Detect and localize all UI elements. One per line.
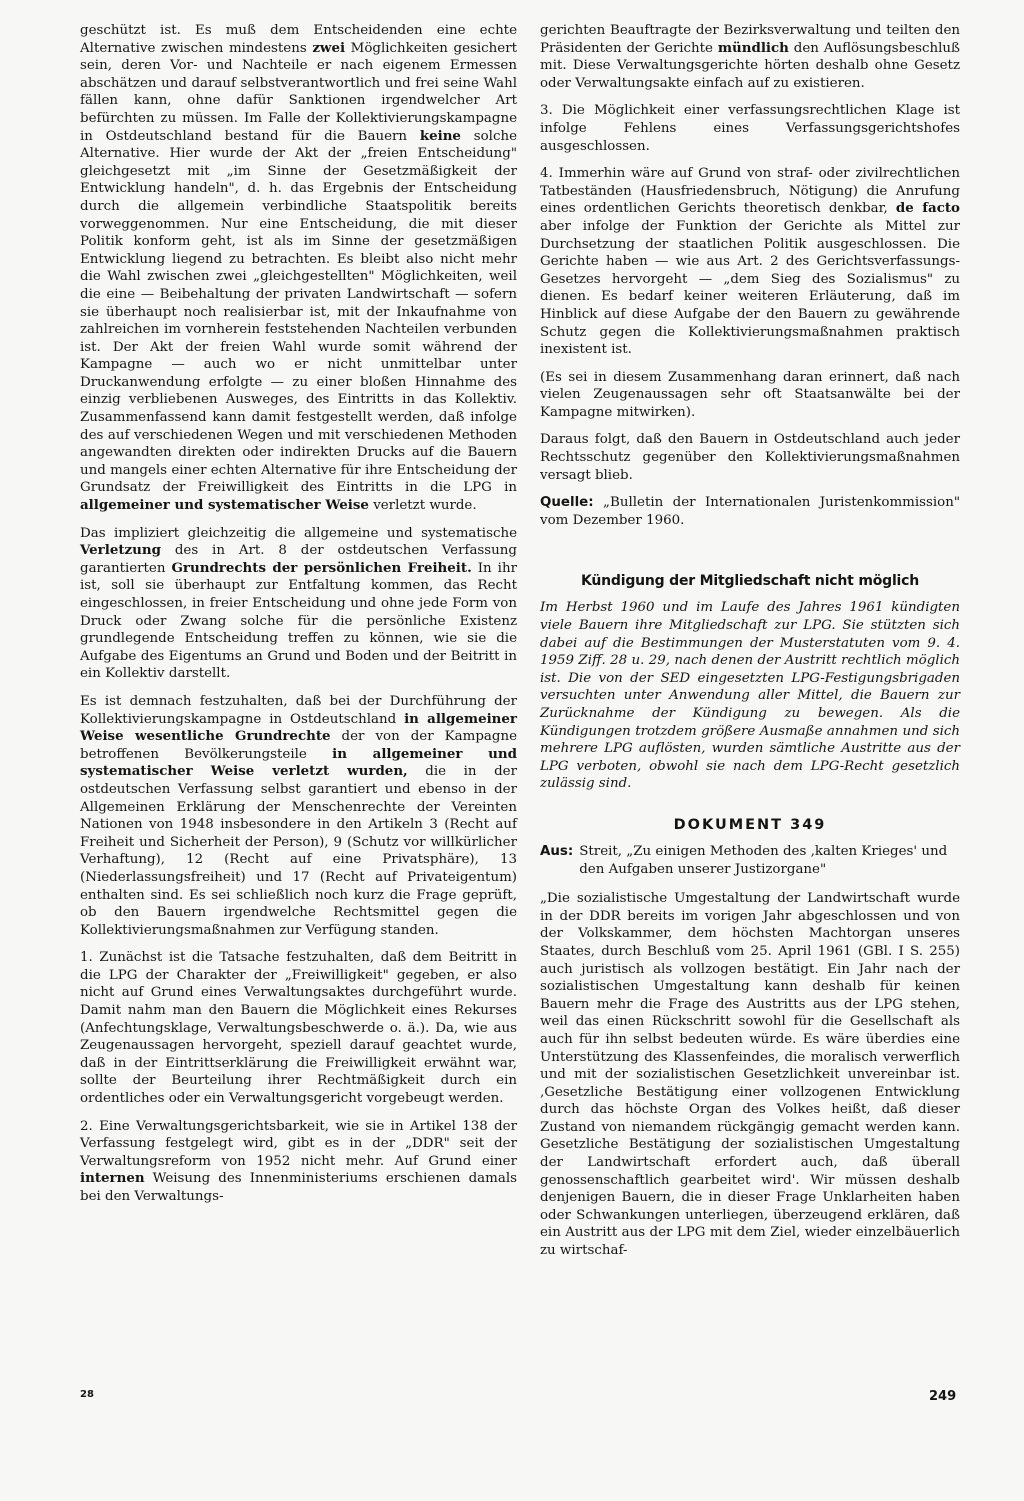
document-heading: DOKUMENT 349 bbox=[673, 816, 827, 833]
page-number-left: 28 bbox=[80, 1389, 94, 1400]
text: solche Alternative. Hier wurde der Akt der „freien Entscheidung" gleichgesetzt mit „im Sinne der Gesetzmäßigkeit der Entwicklung handeln", d. h. das Ergebnis der Entscheidung durch die allgemein verbindliche Staatspolitik bereits vorweggenommen. Nur eine Entscheidung, die mit dieser Politik konform geht, ist als im Sinne der gesetzmäßigen Entwicklung liegend zu betrachten. Es bleibt also nicht mehr die Wahl zwischen zwei „gleichgestellten" Möglichkeiten, weil die eine — Beibehaltung der privaten Landwirtschaft — sofern sie überhaupt noch realisierbar ist, mit der Inkaufnahme von zahlreichen im vornherein feststehenden Nachteilen verbunden ist. Der Akt der freien Wahl wurde somit während der Kampagne — auch wo er nicht unmittelbar unter Druckanwendung erfolgte — zu einer bloßen Hinnahme des einzig verbliebenen Ausweges, des Eintritts in das Kollektiv. Zusammenfassend kann damit festgestellt werden, daß infolge des auf verschiedenen Wegen und mit verschiedenen Methoden angewandten direkten oder indirekten Drucks auf die Bauern und mangels einer echten Alternative für ihre Entscheidung der Grundsatz der Freiwilligkeit des Eintritts in die LPG in bbox=[80, 128, 517, 496]
emphasis: in allgemeiner Weise wesentliche Grundrechte bbox=[80, 710, 517, 745]
text: den Auflösungsbeschluß mit. Diese Verwaltungsgerichte hörten deshalb ohne Gesetz oder Verwaltungsakte einfach auf zu existieren. bbox=[540, 40, 960, 91]
emphasis: zwei bbox=[312, 39, 346, 56]
text: 4. Immerhin wäre auf Grund von straf- oder zivilrechtlichen Tatbeständen (Hausfriedensbruch, Nötigung) die Anrufung eines ordentlichen Gerichts theoretisch denkbar, bbox=[540, 166, 960, 217]
paragraph: (Es sei in diesem Zusammenhang daran erinnert, daß nach vielen Zeugenaussagen sehr oft Staatsanwälte bei der Kampagne mitwirken). bbox=[540, 369, 960, 420]
aus-label: Aus: bbox=[540, 843, 574, 859]
left-column bbox=[80, 22, 517, 1216]
quote-paragraph: „Die sozialistische Umgestaltung der Landwirtschaft wurde in der DDR bereits im vorigen Jahr abgeschlossen und von der Volkskammer, dem höchsten Machtorgan unseres Staates, durch Beschluß vom 25. April 1961 (GBl. I S. 255) auch juristisch als vollzogen bestätigt. Ein Jahr nach der sozialistischen Umgestaltung kann deshalb für keinen Bauern mehr die Frage des Austritts aus der LPG stehen, weil das einen Rückschritt sowohl für die Gesellschaft als auch für ihn selbst bedeuten würde. Es wäre überdies eine Unterstützung des Klassenfeindes, die moralisch verwerflich und mit der sozialistischen Gesetzlichkeit unvereinbar ist. ‚Gesetzliche Bestätigung einer vollzogenen Entwicklung durch das höchste Organ des Volkes heißt, daß dieser Zustand von niemandem rückgängig gemacht werden kann. Gesetzliche Bestätigung der sozialistischen Umgestaltung der Landwirtschaft erfordert auch, daß überall genossenschaftlich gearbeitet wird'. Wir müssen deshalb denjenigen Bauern, die in dieser Frage Unklarheiten haben oder Schwankungen unterliegen, überzeugend erklären, daß ein Austritt aus der LPG mit dem Ziel, wieder einzelbäuerlich zu wirtschaf- bbox=[540, 891, 960, 1259]
section-heading: Kündigung der Mitgliedschaft nicht möglich bbox=[580, 573, 920, 590]
text: „Bulletin der Internationalen Juristenkommission" vom Dezember 1960. bbox=[540, 495, 960, 528]
text: des in Art. 8 der ostdeutschen Verfassung garantierten bbox=[80, 543, 517, 576]
text: In ihr ist, soll sie überhaupt zur Entfaltung kommen, das Recht eingeschlossen, in freier Entscheidung und ohne jede Form von Druck oder Zwang solche für die persönliche Existenz grundlegende Entscheidung treffen zu können, wie sie die Aufgabe des Eigentums an Grund und Boden und der Beitritt in ein Kollektiv darstellt. bbox=[80, 560, 517, 682]
text: Weisung des Innenministeriums erschienen damals bei den Verwaltungs- bbox=[80, 1171, 517, 1204]
text: die in der ostdeutschen Verfassung selbst garantiert und ebenso in der Allgemeinen Erklärung der Menschenrechte der Vereinten Nationen von 1948 insbesondere in den Artikeln 3 (Recht auf Freiheit und Sicherheit der Person), 9 (Schutz vor willkürlicher Verhaftung), 12 (Recht auf eine Privatsphäre), 13 (Niederlassungsfreiheit) und 17 (Recht auf Privateigentum) enthalten sind. Es sei schließlich noch kurz die Frage geprüft, ob den Bauern irgendwelche Rechtsmittel gegen die Kollektivierungsmaßnahmen zur Verfügung standen. bbox=[80, 764, 517, 938]
text: Das impliziert gleichzeitig die allgemeine und systematische bbox=[80, 525, 517, 541]
source-reference bbox=[540, 843, 960, 878]
paragraph bbox=[540, 22, 960, 92]
text: aber infolge der Funktion der Gerichte als Mittel zur Durchsetzung der staatlichen Politik ausgeschlossen. Die Gerichte haben — wie aus Art. 2 des Gerichtsverfassungs-Gesetzes hervorgeht — „dem Sieg des Sozialismus" zu dienen. Es bedarf keiner weiteren Erläuterung, daß im Hinblick auf diese Aufgabe der den Bauern zu gewährende Schutz gegen die Kollektivierungsmaßnahmen praktisch inexistent ist. bbox=[540, 218, 960, 358]
source-citation bbox=[540, 494, 960, 529]
emphasis: internen bbox=[80, 1170, 145, 1187]
paragraph bbox=[80, 693, 517, 939]
text: Es ist demnach festzuhalten, daß bei der Durchführung der Kollektivierungskampagne in Ostdeutschland bbox=[80, 693, 517, 727]
source-label: Quelle: bbox=[540, 495, 594, 511]
text: Möglichkeiten gesichert sein, deren Vor- und Nachteile er nach eigenem Ermessen abschätzen und darauf selbstverantwortlich und frei seine Wahl fällen kann, ohne dafür Sanktionen irgendwelcher Art befürchten zu müssen. Im Falle der Kollektivierungskampagne in Ostdeutschland bestand für die Bauern bbox=[80, 40, 518, 144]
emphasis: in allgemeiner und systematischer Weise verletzt wurden, bbox=[80, 745, 517, 780]
emphasis: allgemeiner und systematischer Weise bbox=[80, 497, 369, 514]
text: geschützt ist. Es muß dem Entscheidenden eine echte Alternative zwischen mindestens bbox=[80, 23, 517, 56]
intro-paragraph: Im Herbst 1960 und im Laufe des Jahres 1961 kündigten viele Bauern ihre Mitgliedschaft zur LPG. Sie stützten sich dabei auf die Bestimmungen der Musterstatuten vom 9. 4. 1959 Ziff. 28 u. 29, nach denen der Austritt rechtlich möglich ist. Die von der SED eingesetzten LPG-Festigungsbrigaden versuchten unter Anwendung aller Mittel, die Bauern zur Zurücknahme der Kündigung zu bewegen. Als die Kündigungen trotzdem größere Ausmaße annahmen und sich mehrere LPG auflösten, wurden sämtliche Austritte aus der LPG verboten, obwohl sie nach dem LPG-Recht gesetzlich zulässig sind. bbox=[540, 600, 960, 792]
paragraph: Daraus folgt, daß den Bauern in Ostdeutschland auch jeder Rechtsschutz gegenüber den Kollektivierungsmaßnahmen versagt blieb. bbox=[540, 432, 960, 483]
aus-text: Streit, „Zu einigen Methoden des ‚kalten Krieges' und den Aufgaben unserer Justizorgane" bbox=[579, 843, 948, 877]
emphasis: mündlich bbox=[717, 39, 789, 56]
emphasis: Grundrechts der persönlichen Freiheit. bbox=[171, 559, 472, 576]
emphasis: de facto bbox=[895, 200, 960, 217]
page-number-right: 249 bbox=[929, 1389, 957, 1404]
paragraph bbox=[540, 165, 960, 359]
paragraph bbox=[80, 1118, 517, 1206]
emphasis: keine bbox=[419, 127, 461, 144]
text: gerichten Beauftragte der Bezirksverwaltung und teilten den Präsidenten der Gerichte bbox=[540, 23, 960, 56]
text: verletzt wurde. bbox=[368, 498, 477, 514]
paragraph: 1. Zunächst ist die Tatsache festzuhalten, daß dem Beitritt in die LPG der Charakter der „Freiwilligkeit" gegeben, er also nicht auf Grund eines Verwaltungsaktes durchgeführt wurde. Damit nahm man den Bauern die Möglichkeit eines Rekurses (Anfechtungsklage, Verwaltungsbeschwerde o. ä.). Da, wie aus Zeugenaussagen hervorgeht, speziell darauf geachtet wurde, daß in der Eintrittserklärung die Freiwilligkeit erwähnt war, sollte der Beurteilung ihrer Rechtmäßigkeit durch ein ordentliches oder ein Verwaltungsgericht vorgebeugt werden. bbox=[80, 950, 517, 1107]
emphasis: Verletzung bbox=[80, 542, 161, 559]
right-column bbox=[540, 22, 960, 1270]
text: 2. Eine Verwaltungsgerichtsbarkeit, wie sie in Artikel 138 der Verfassung festgelegt wird, gibt es in der „DDR" seit der Verwaltungsreform von 1952 nicht mehr. Auf Grund einer bbox=[80, 1118, 517, 1169]
paragraph bbox=[80, 525, 517, 683]
paragraph: 3. Die Möglichkeit einer verfassungsrechtlichen Klage ist infolge Fehlens eines Verfassungsgerichtshofes ausgeschlossen. bbox=[540, 103, 960, 154]
text: der von der Kampagne betroffenen Bevölkerungsteile bbox=[80, 729, 517, 762]
paragraph bbox=[80, 22, 517, 515]
